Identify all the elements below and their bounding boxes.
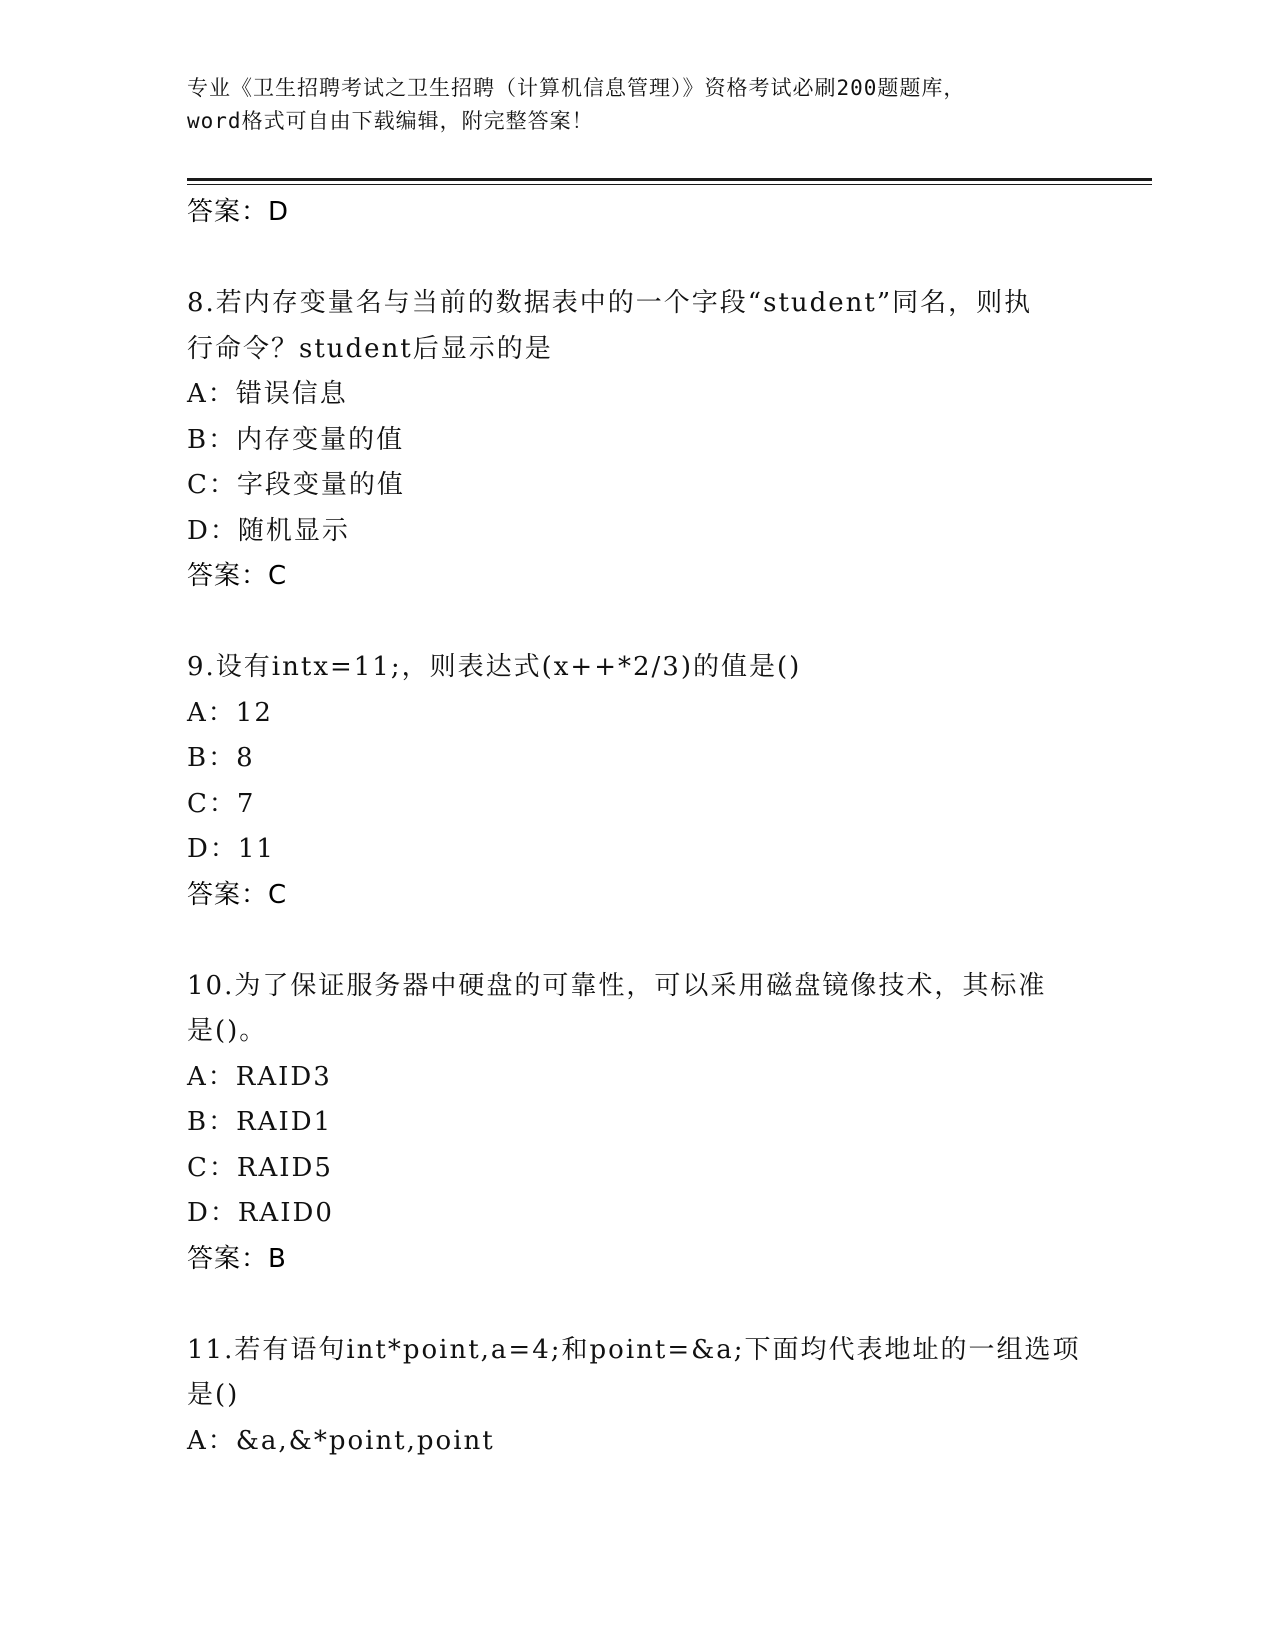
spacer xyxy=(187,236,1087,282)
question-block-9 xyxy=(187,645,1087,918)
option-d: D：RAID0 xyxy=(187,1198,334,1228)
question-stem: 9.设有intx=11;，则表达式(x++*2/3)的值是() xyxy=(187,652,802,682)
question-stem-continued: 是()。 xyxy=(187,1016,268,1046)
header-title-line-2: word格式可自由下载编辑，附完整答案！ xyxy=(187,109,594,133)
option-d: D：11 xyxy=(187,834,275,864)
answer-line: 答案：D xyxy=(187,197,290,227)
option-b: B：8 xyxy=(187,743,255,773)
option-a: A：&a,&*point,point xyxy=(187,1425,495,1456)
answer-line: 答案：B xyxy=(187,1243,287,1274)
question-stem-continued: 是() xyxy=(187,1380,240,1410)
question-list xyxy=(187,190,1087,1464)
header-divider-thick xyxy=(187,178,1152,181)
option-c: C：RAID5 xyxy=(187,1152,333,1183)
question-stem-continued: 行命令？student后显示的是 xyxy=(187,333,553,364)
header-divider-thin xyxy=(187,184,1152,185)
option-a: A：错误信息 xyxy=(187,379,348,409)
question-stem: 10.为了保证服务器中硬盘的可靠性，可以采用磁盘镜像技术，其标准 xyxy=(187,970,1047,1001)
question-stem: 11.若有语句int*point,a=4;和point=&a;下面均代表地址的一组选项 xyxy=(187,1334,1081,1365)
spacer xyxy=(187,600,1087,646)
header-title-line-1: 专业《卫生招聘考试之卫生招聘（计算机信息管理）》资格考试必刷200题题库， xyxy=(187,76,966,100)
question-block-10 xyxy=(187,964,1087,1283)
option-b: B：内存变量的值 xyxy=(187,424,405,455)
question-stem: 8.若内存变量名与当前的数据表中的一个字段“student”同名，则执 xyxy=(187,288,1033,318)
option-c: C：7 xyxy=(187,788,256,819)
question-block-8 xyxy=(187,281,1087,600)
option-b: B：RAID1 xyxy=(187,1107,333,1137)
document-header xyxy=(187,72,1087,138)
answer-line: 答案：C xyxy=(187,879,288,910)
question-block-11 xyxy=(187,1328,1087,1465)
option-a: A：12 xyxy=(187,697,273,728)
option-c: C：字段变量的值 xyxy=(187,470,405,500)
spacer xyxy=(187,1282,1087,1328)
spacer xyxy=(187,918,1087,964)
option-d: D：随机显示 xyxy=(187,515,350,546)
answer-line: 答案：C xyxy=(187,561,288,591)
option-a: A：RAID3 xyxy=(187,1061,332,1092)
